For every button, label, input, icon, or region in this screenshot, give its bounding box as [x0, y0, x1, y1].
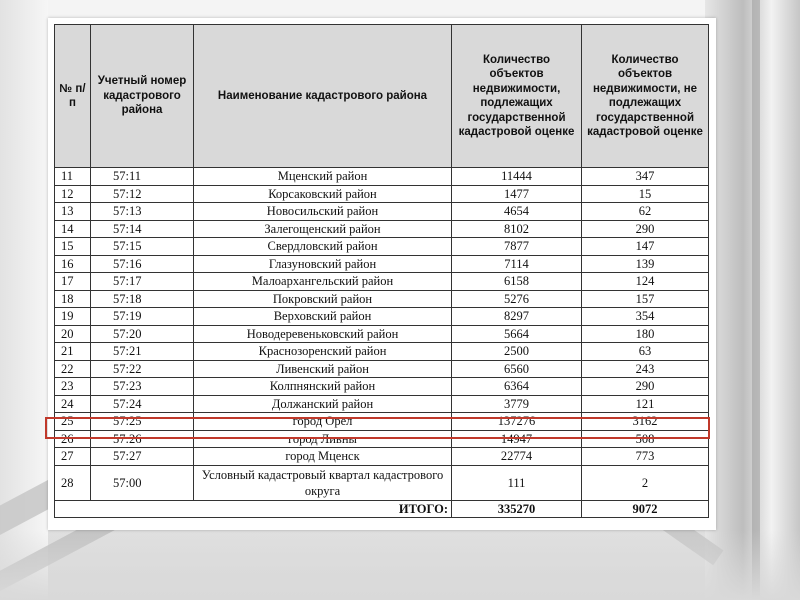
row-count-subject: 22774 [452, 448, 582, 466]
row-name: Колпнянский район [194, 378, 452, 396]
row-code: 57:12 [91, 185, 194, 203]
table-row [55, 465, 709, 500]
row-count-not-subject: 290 [582, 378, 709, 396]
row-count-subject: 7114 [452, 255, 582, 273]
row-num: 12 [55, 185, 91, 203]
row-num: 13 [55, 203, 91, 221]
document-sheet [48, 18, 716, 530]
row-count-subject: 7877 [452, 238, 582, 256]
row-num: 15 [55, 238, 91, 256]
row-name: Условный кадастровый квартал кадастрового округа [194, 465, 452, 500]
row-count-not-subject: 62 [582, 203, 709, 221]
row-code: 57:26 [91, 430, 194, 448]
row-name: Свердловский район [194, 238, 452, 256]
table-row [55, 185, 709, 203]
row-count-not-subject: 508 [582, 430, 709, 448]
row-count-subject: 6364 [452, 378, 582, 396]
row-num: 18 [55, 290, 91, 308]
header-count-not-subject: Количество объектов недвижимости, не подлежащих государственной кадастровой оценке [582, 25, 709, 168]
row-count-subject: 14947 [452, 430, 582, 448]
row-count-subject: 5664 [452, 325, 582, 343]
row-count-subject: 8297 [452, 308, 582, 326]
table-row [55, 168, 709, 186]
row-code: 57:19 [91, 308, 194, 326]
table-row [55, 308, 709, 326]
row-count-not-subject: 121 [582, 395, 709, 413]
background-floor-shade [0, 530, 800, 600]
table-row [55, 343, 709, 361]
table-row [55, 430, 709, 448]
row-code: 57:23 [91, 378, 194, 396]
row-count-subject: 5276 [452, 290, 582, 308]
header-count-subject: Количество объектов недвижимости, подлежащих государственной кадастровой оценке [452, 25, 582, 168]
row-count-not-subject: 347 [582, 168, 709, 186]
row-count-not-subject: 180 [582, 325, 709, 343]
row-code: 57:20 [91, 325, 194, 343]
row-count-subject: 111 [452, 465, 582, 500]
table-row [55, 325, 709, 343]
row-count-not-subject: 2 [582, 465, 709, 500]
row-num: 23 [55, 378, 91, 396]
row-num: 21 [55, 343, 91, 361]
row-count-not-subject: 3162 [582, 413, 709, 431]
row-code: 57:18 [91, 290, 194, 308]
row-count-subject: 6158 [452, 273, 582, 291]
row-count-not-subject: 15 [582, 185, 709, 203]
row-code: 57:24 [91, 395, 194, 413]
table-row [55, 238, 709, 256]
table-row [55, 290, 709, 308]
row-name: Новодеревеньковский район [194, 325, 452, 343]
row-num: 26 [55, 430, 91, 448]
row-num: 24 [55, 395, 91, 413]
row-code: 57:15 [91, 238, 194, 256]
row-count-subject: 11444 [452, 168, 582, 186]
row-code: 57:14 [91, 220, 194, 238]
row-num: 27 [55, 448, 91, 466]
row-count-subject: 8102 [452, 220, 582, 238]
row-name: Покровский район [194, 290, 452, 308]
row-count-not-subject: 147 [582, 238, 709, 256]
total-row [55, 500, 709, 518]
row-code: 57:16 [91, 255, 194, 273]
row-name: Мценский район [194, 168, 452, 186]
table-row [55, 413, 709, 431]
row-count-not-subject: 124 [582, 273, 709, 291]
row-count-subject: 2500 [452, 343, 582, 361]
row-name: город Мценск [194, 448, 452, 466]
row-count-not-subject: 63 [582, 343, 709, 361]
table-row [55, 360, 709, 378]
row-num: 28 [55, 465, 91, 500]
row-name: Глазуновский район [194, 255, 452, 273]
row-name: Малоархангельский район [194, 273, 452, 291]
row-code: 57:00 [91, 465, 194, 500]
table-row [55, 220, 709, 238]
table-row [55, 203, 709, 221]
row-num: 22 [55, 360, 91, 378]
row-num: 16 [55, 255, 91, 273]
row-name: Краснозоренский район [194, 343, 452, 361]
row-count-subject: 1477 [452, 185, 582, 203]
cadastral-table [54, 24, 709, 518]
row-num: 14 [55, 220, 91, 238]
row-name: Новосильский район [194, 203, 452, 221]
row-name: город Ливны [194, 430, 452, 448]
row-code: 57:27 [91, 448, 194, 466]
row-num: 11 [55, 168, 91, 186]
row-count-not-subject: 157 [582, 290, 709, 308]
row-name: город Орел [194, 413, 452, 431]
row-code: 57:25 [91, 413, 194, 431]
row-count-not-subject: 139 [582, 255, 709, 273]
row-count-not-subject: 290 [582, 220, 709, 238]
row-name: Должанский район [194, 395, 452, 413]
row-count-subject: 6560 [452, 360, 582, 378]
row-num: 20 [55, 325, 91, 343]
window-frame-mullion [752, 0, 760, 600]
table-row [55, 448, 709, 466]
table-row [55, 273, 709, 291]
row-code: 57:11 [91, 168, 194, 186]
table-header [55, 25, 709, 168]
total-label: ИТОГО: [55, 500, 452, 518]
table-row [55, 378, 709, 396]
row-code: 57:22 [91, 360, 194, 378]
row-count-not-subject: 773 [582, 448, 709, 466]
row-code: 57:17 [91, 273, 194, 291]
row-code: 57:13 [91, 203, 194, 221]
header-code: Учетный номер кадастрового района [91, 25, 194, 168]
row-count-subject: 4654 [452, 203, 582, 221]
row-count-subject: 137276 [452, 413, 582, 431]
row-num: 17 [55, 273, 91, 291]
row-count-not-subject: 354 [582, 308, 709, 326]
row-num: 25 [55, 413, 91, 431]
row-name: Ливенский район [194, 360, 452, 378]
row-count-not-subject: 243 [582, 360, 709, 378]
row-name: Залегощенский район [194, 220, 452, 238]
row-code: 57:21 [91, 343, 194, 361]
table-body [55, 168, 709, 501]
header-num: № п/п [55, 25, 91, 168]
table-row [55, 255, 709, 273]
table-row [55, 395, 709, 413]
row-name: Корсаковский район [194, 185, 452, 203]
total-count-not-subject: 9072 [582, 500, 709, 518]
row-num: 19 [55, 308, 91, 326]
total-count-subject: 335270 [452, 500, 582, 518]
row-name: Верховский район [194, 308, 452, 326]
header-name: Наименование кадастрового района [194, 25, 452, 168]
row-count-subject: 3779 [452, 395, 582, 413]
